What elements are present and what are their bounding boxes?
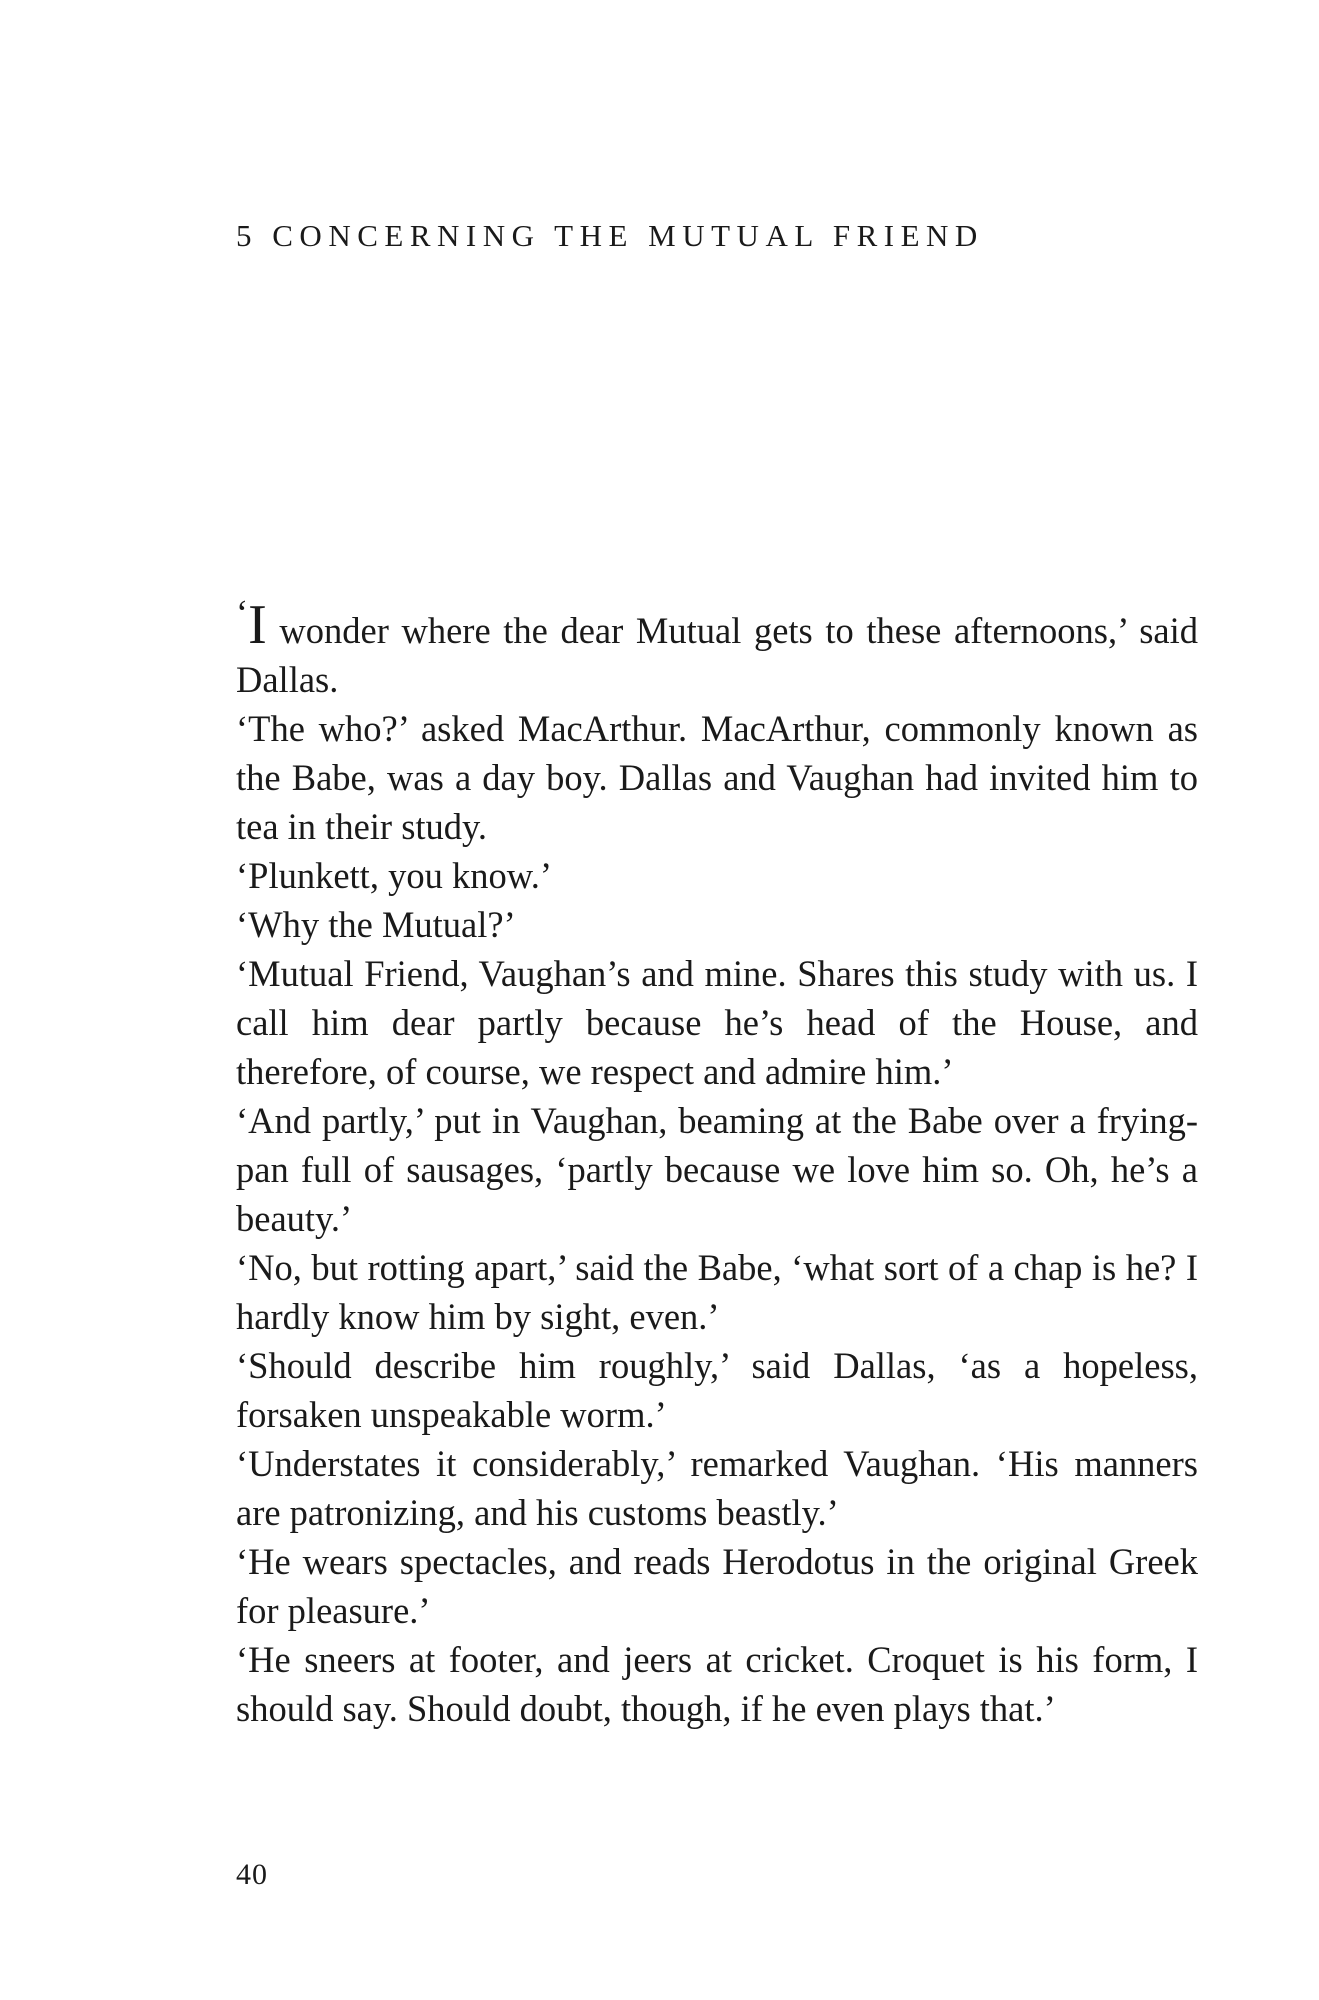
opening-paragraph-text: wonder where the dear Mutual gets to these afternoons,’ said Dallas.: [236, 610, 1198, 700]
paragraph: ‘The who?’ asked MacArthur. MacArthur, commonly known as the Babe, was a day boy. Dallas and Vaughan had invited him to tea in their study.: [236, 708, 1198, 847]
page-number: 40: [236, 1858, 268, 1891]
paragraph: ‘Plunkett, you know.’: [236, 855, 552, 896]
body-text: [236, 592, 1198, 1733]
opening-paragraph: [236, 592, 1198, 704]
paragraph: ‘He sneers at footer, and jeers at cricket. Croquet is his form, I should say. Should doubt, though, if he even plays that.’: [236, 1639, 1198, 1729]
chapter-heading: 5 CONCERNING THE MUTUAL FRIEND: [236, 218, 984, 253]
paragraph: ‘Mutual Friend, Vaughan’s and mine. Shares this study with us. I call him dear partly because he’s head of the House, and therefore, of course, we respect and admire him.’: [236, 953, 1198, 1092]
paragraph: ‘He wears spectacles, and reads Herodotus in the original Greek for pleasure.’: [236, 1541, 1198, 1631]
paragraph: ‘And partly,’ put in Vaughan, beaming at the Babe over a frying-pan full of sausages, ‘partly because we love him so. Oh, he’s a beauty.’: [236, 1100, 1198, 1239]
drop-cap-letter: I: [248, 594, 267, 656]
paragraph: ‘Should describe him roughly,’ said Dallas, ‘as a hopeless, forsaken unspeakable worm.’: [236, 1345, 1198, 1435]
opening-quote-mark: ‘: [236, 592, 249, 633]
paragraph: ‘Why the Mutual?’: [236, 904, 516, 945]
paragraph: ‘Understates it considerably,’ remarked Vaughan. ‘His manners are patronizing, and his customs beastly.’: [236, 1443, 1198, 1533]
paragraph: ‘No, but rotting apart,’ said the Babe, ‘what sort of a chap is he? I hardly know him by sight, even.’: [236, 1247, 1198, 1337]
